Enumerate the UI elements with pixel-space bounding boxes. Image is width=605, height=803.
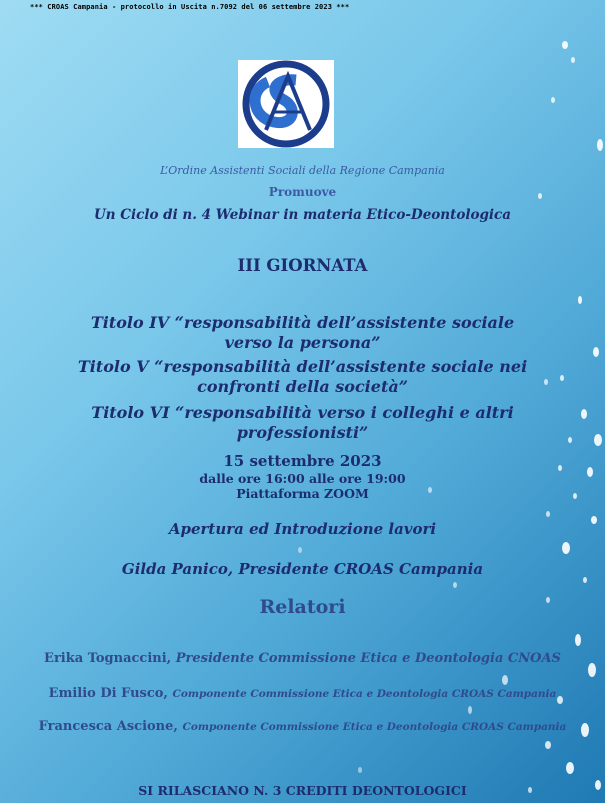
titolo-vi-line1: Titolo VI “responsabilità verso i colleghi e altri <box>91 403 514 422</box>
promuove-label: Promuove <box>268 185 337 199</box>
event-platform: Piattaforma ZOOM <box>236 486 369 501</box>
speaker-role: Componente Commissione Etica e Deontologia CROAS Campania <box>182 721 567 733</box>
event-hours: dalle ore 16:00 alle ore 19:00 <box>199 471 406 486</box>
speaker-3 <box>0 719 605 734</box>
speaker-name: Emilio Di Fusco, <box>48 686 173 701</box>
titolo-iv-line2: verso la persona” <box>224 333 381 352</box>
speaker-1 <box>0 651 605 666</box>
webinar-cycle-title: Un Ciclo di n. 4 Webinar in materia Etico-Deontologica <box>93 207 512 223</box>
relatori-heading: Relatori <box>259 596 346 618</box>
credits-notice: SI RILASCIANO N. 3 CREDITI DEONTOLOGICI <box>138 783 467 798</box>
titolo-v-line1: Titolo V “responsabilità dell’assistente sociale nei <box>77 357 528 376</box>
ordine-heading: L’Ordine Assistenti Sociali della Regione Campania <box>160 164 445 177</box>
titolo-v-line2: confronti della società” <box>197 377 408 396</box>
speaker-name: Erika Tognaccini, <box>44 651 176 666</box>
croas-logo <box>238 60 334 148</box>
apertura-heading: Apertura ed Introduzione lavori <box>168 520 437 538</box>
protocol-line: *** CROAS Campania - protocollo in Uscita n.7092 del 06 settembre 2023 *** <box>30 3 350 11</box>
speaker-2 <box>0 686 605 701</box>
croas-logo-icon <box>238 60 334 148</box>
speaker-role: Componente Commissione Etica e Deontologia CROAS Campania <box>172 688 557 700</box>
event-date: 15 settembre 2023 <box>223 452 382 470</box>
titolo-vi-line2: professionisti” <box>236 423 369 442</box>
presidente-line: Gilda Panico, Presidente CROAS Campania <box>121 560 484 578</box>
giornata-heading: III GIORNATA <box>237 256 368 275</box>
titolo-iv-line1: Titolo IV “responsabilità dell’assistente sociale <box>90 313 515 332</box>
speaker-role: Presidente Commissione Etica e Deontologia CNOAS <box>175 651 561 666</box>
speaker-name: Francesca Ascione, <box>38 719 183 734</box>
